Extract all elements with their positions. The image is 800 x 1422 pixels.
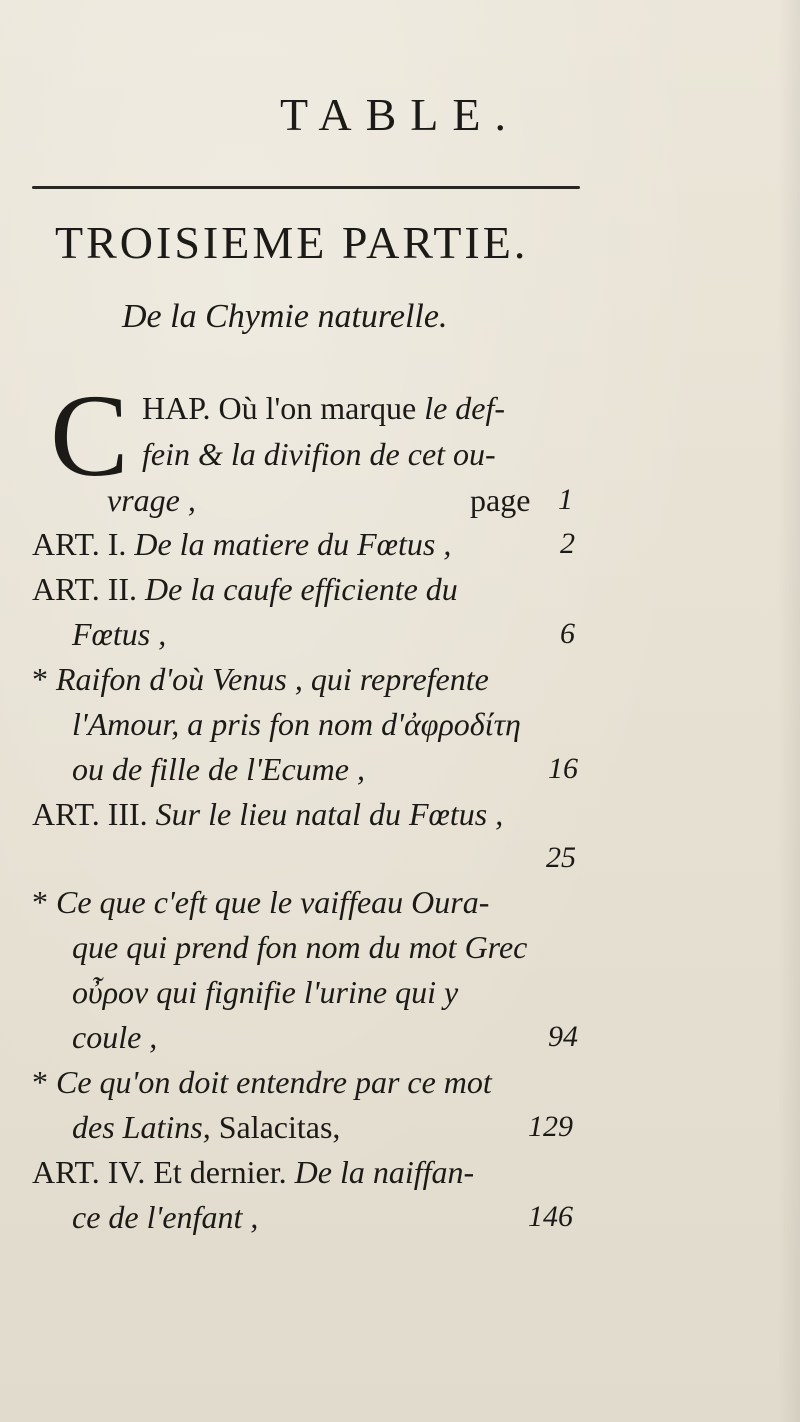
chapter-label: HAP.	[142, 390, 211, 426]
toc-entry-art-1[interactable]	[32, 522, 451, 566]
chapter-text-line3: vrage ,	[107, 482, 196, 518]
note-text: Ce que c'eft que le vaiffeau Oura-	[56, 884, 490, 920]
page-number: 146	[528, 1200, 573, 1233]
drop-cap: C	[50, 370, 129, 501]
page-word: page	[470, 482, 531, 518]
toc-entry-note-ouraque[interactable]	[32, 880, 489, 924]
page-number: 25	[546, 841, 576, 874]
page-number: 6	[560, 617, 575, 650]
chapter-text-line2: fein & la divifion de cet ou-	[142, 436, 496, 472]
toc-entry-art-4[interactable]	[32, 1150, 474, 1194]
toc-entry-chapter[interactable]	[142, 386, 505, 430]
toc-entry-note-venus[interactable]	[32, 657, 489, 701]
article-title: Sur le lieu natal du Fœtus ,	[155, 796, 504, 832]
article-title: De la naiffan-	[294, 1154, 475, 1190]
asterisk: *	[32, 884, 48, 920]
toc-entry-note-salacitas[interactable]	[32, 1060, 492, 1104]
article-title-line2: Fœtus ,	[72, 616, 167, 652]
note-text-line2	[72, 1105, 340, 1149]
part-subtitle: De la Chymie naturelle.	[122, 298, 448, 335]
article-title-line2: ce de l'enfant ,	[72, 1199, 259, 1235]
article-label: ART. II.	[32, 571, 138, 607]
chapter-text-italic: le def-	[424, 390, 506, 426]
page-number: 2	[560, 527, 575, 560]
chapter-text: Où l'on marque	[218, 390, 417, 426]
asterisk: *	[32, 1064, 48, 1100]
page-number: 1	[558, 483, 573, 516]
note-text-line3: ou de fille de l'Ecume ,	[72, 751, 365, 787]
article-roman: Et dernier.	[153, 1154, 287, 1190]
note-text-italic: des Latins,	[72, 1109, 211, 1145]
running-header: TABLE.	[279, 89, 520, 140]
note-text: Ce qu'on doit entendre par ce mot	[56, 1064, 492, 1100]
page-number: 94	[548, 1020, 578, 1053]
note-text-line2: l'Amour, a pris fon nom d'ἀφροδίτη	[72, 706, 521, 742]
part-title: TROISIEME PARTIE.	[55, 217, 529, 268]
asterisk: *	[32, 661, 48, 697]
page-number: 129	[528, 1110, 573, 1143]
article-label: ART. IV.	[32, 1154, 146, 1190]
note-text-line3: οὖρον qui fignifie l'urine qui y	[72, 974, 459, 1010]
toc-entry-art-3[interactable]	[32, 792, 503, 836]
note-text: Raifon d'où Venus , qui reprefente	[56, 661, 489, 697]
toc-entry-art-2[interactable]	[32, 567, 458, 611]
page-number: 16	[548, 752, 578, 785]
note-text-line2: que qui prend fon nom du mot Grec	[72, 929, 528, 965]
article-label: ART. I.	[32, 526, 127, 562]
note-text-roman: Salacitas,	[218, 1109, 341, 1145]
article-title: De la matiere du Fœtus ,	[134, 526, 452, 562]
note-text-line4: coule ,	[72, 1019, 158, 1055]
article-title: De la caufe efficiente du	[145, 571, 458, 607]
article-label: ART. III.	[32, 796, 148, 832]
